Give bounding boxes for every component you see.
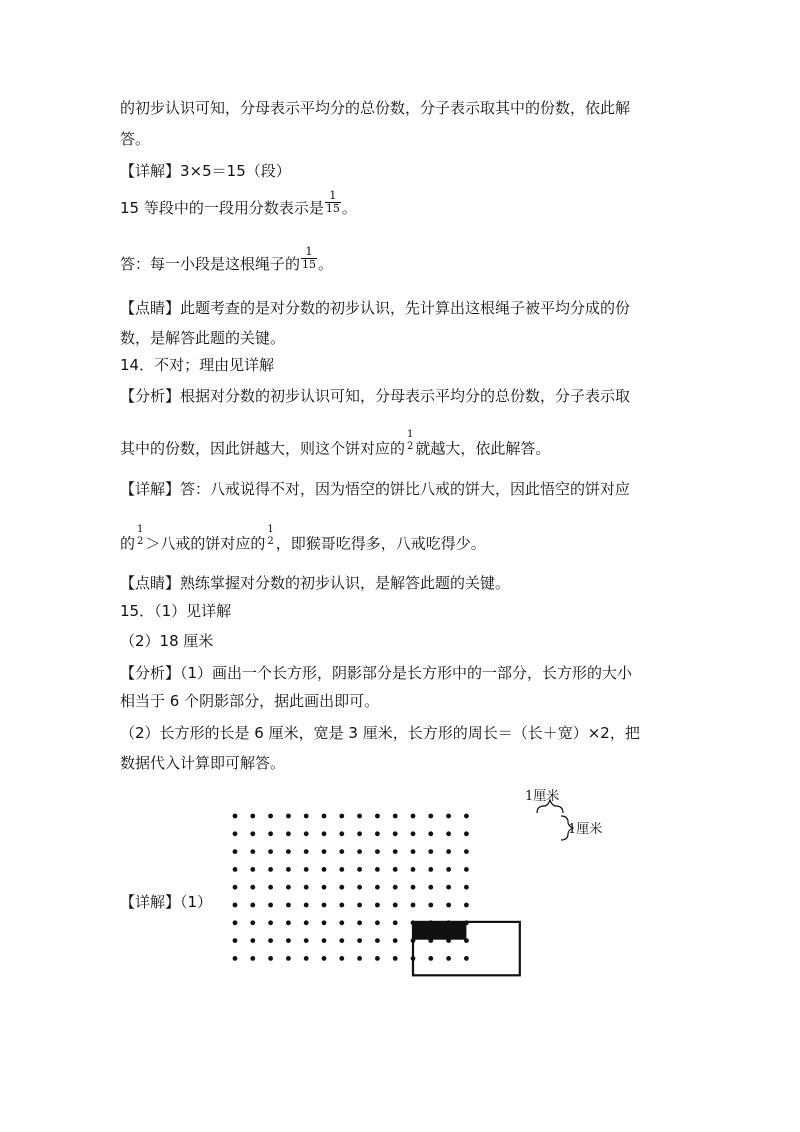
grid-dot xyxy=(357,938,362,943)
grid-dot xyxy=(250,849,255,854)
grid-dot xyxy=(393,849,398,854)
grid-dot xyxy=(339,849,344,854)
grid-dot xyxy=(286,849,291,854)
grid-dot xyxy=(428,867,433,872)
grid-dot xyxy=(339,814,344,819)
grid-dot xyxy=(411,831,416,836)
grid-dot xyxy=(339,885,344,890)
detail-line-1: 【详解】答：八戒说得不对，因为悟空的饼比八戒的饼大，因此悟空的饼对应 xyxy=(120,480,631,498)
grid-dot xyxy=(233,849,238,854)
grid-dot xyxy=(339,831,344,836)
question-14-answer: 14．不对；理由见详解 xyxy=(120,356,275,374)
grid-dot xyxy=(464,885,469,890)
grid-dot xyxy=(339,920,344,925)
fraction-denominator: 2 xyxy=(407,441,414,452)
grid-dot xyxy=(446,814,451,819)
grid-dot xyxy=(268,903,273,908)
grid-dot xyxy=(428,814,433,819)
grid-dot xyxy=(428,849,433,854)
grid-dot xyxy=(464,867,469,872)
grid-dot xyxy=(286,956,291,961)
grid-dot xyxy=(322,885,327,890)
unit-label-top: 1厘米 xyxy=(525,789,560,804)
grid-dot xyxy=(428,831,433,836)
question-15-part-1: 15．（1）见详解 xyxy=(120,602,232,620)
grid-dot xyxy=(357,920,362,925)
grid-dot xyxy=(304,956,309,961)
grid-dot xyxy=(393,903,398,908)
fraction-numerator: 1 xyxy=(407,429,414,440)
fraction-numerator: 1 xyxy=(267,524,274,535)
fraction-denominator: 2 xyxy=(137,536,144,547)
grid-dot xyxy=(357,814,362,819)
grid-dot xyxy=(375,920,380,925)
grid-dot xyxy=(322,849,327,854)
grid-dot xyxy=(250,867,255,872)
grid-dot xyxy=(393,831,398,836)
grid-dot xyxy=(375,867,380,872)
grid-dot xyxy=(304,885,309,890)
grid-dot xyxy=(233,885,238,890)
grid-dot xyxy=(393,867,398,872)
grid-dot xyxy=(322,956,327,961)
grid-dot xyxy=(233,903,238,908)
grid-dot xyxy=(411,814,416,819)
grid-dot xyxy=(375,831,380,836)
grid-dot xyxy=(357,956,362,961)
text-line-2: 答。 xyxy=(120,130,151,148)
grid-dot xyxy=(233,956,238,961)
grid-dot xyxy=(446,849,451,854)
fraction-denominator: 2 xyxy=(267,536,274,547)
grid-dot xyxy=(250,831,255,836)
tip-line-3: 【点睛】熟练掌握对分数的初步认识，是解答此题的关键。 xyxy=(120,574,511,592)
fraction-statement-end: 。 xyxy=(341,199,357,217)
tip-line-2: 数，是解答此题的关键。 xyxy=(120,329,286,347)
grid-dot xyxy=(339,956,344,961)
grid-dot xyxy=(250,903,255,908)
grid-dot xyxy=(464,831,469,836)
grid-dot xyxy=(428,885,433,890)
grid-dot xyxy=(393,920,398,925)
grid-dot xyxy=(464,814,469,819)
grid-dot xyxy=(304,920,309,925)
grid-dot xyxy=(357,831,362,836)
grid-dot xyxy=(250,814,255,819)
detail-text-c: ，即猴哥吃得多，八戒吃得少。 xyxy=(275,534,486,553)
grid-dot xyxy=(411,849,416,854)
fraction-numerator: 1 xyxy=(137,524,144,535)
grid-dot xyxy=(446,956,451,961)
grid-dot xyxy=(304,867,309,872)
grid-dot xyxy=(411,867,416,872)
grid-dot xyxy=(339,903,344,908)
grid-dot xyxy=(375,956,380,961)
grid-dot xyxy=(268,938,273,943)
grid-dot xyxy=(304,849,309,854)
question-15-part-2: （2）18 厘米 xyxy=(120,632,214,650)
grid-dot xyxy=(428,903,433,908)
shaded-part xyxy=(413,922,466,940)
text-line-1: 的初步认识可知，分母表示平均分的总份数，分子表示取其中的份数，依此解 xyxy=(120,99,631,117)
grid-dot xyxy=(268,885,273,890)
analysis-text-end: 就越大，依此解答。 xyxy=(415,439,551,458)
grid-dot xyxy=(304,831,309,836)
grid-dot xyxy=(375,885,380,890)
grid-dot xyxy=(286,938,291,943)
grid-dot xyxy=(268,814,273,819)
detail-text-b: ＞八戒的饼对应的 xyxy=(145,534,266,553)
grid-dot xyxy=(375,849,380,854)
grid-dot xyxy=(393,956,398,961)
fraction-statement-text: 15 等段中的一段用分数表示是 xyxy=(120,199,324,217)
grid-dot xyxy=(250,920,255,925)
grid-dot xyxy=(233,867,238,872)
grid-dot xyxy=(322,938,327,943)
fraction-numerator: 1 xyxy=(329,189,337,202)
grid-dot xyxy=(322,814,327,819)
grid-dot xyxy=(233,938,238,943)
grid-dot xyxy=(322,903,327,908)
analysis-line-6: 数据代入计算即可解答。 xyxy=(120,754,286,772)
analysis-text: 其中的份数，因此饼越大，则这个饼对应的 xyxy=(120,439,406,458)
grid-dot xyxy=(393,938,398,943)
grid-dot xyxy=(464,903,469,908)
grid-dot xyxy=(411,903,416,908)
grid-dot xyxy=(375,814,380,819)
grid-dot xyxy=(411,885,416,890)
answer-text: 答：每一小段是这根绳子的 xyxy=(120,255,301,273)
analysis-line-3: 【分析】（1）画出一个长方形，阴影部分是长方形中的一部分，长方形的大小 xyxy=(120,664,633,682)
detail-heading-1: 【详解】3×5＝15（段） xyxy=(120,162,291,180)
grid-dot xyxy=(286,831,291,836)
grid-dot xyxy=(233,920,238,925)
grid-dot xyxy=(268,867,273,872)
grid-dot xyxy=(322,867,327,872)
grid-dot xyxy=(375,903,380,908)
grid-dot xyxy=(357,849,362,854)
grid-dot xyxy=(286,814,291,819)
grid-dot xyxy=(233,814,238,819)
grid-dot xyxy=(286,867,291,872)
grid-dot xyxy=(464,849,469,854)
grid-dot xyxy=(375,938,380,943)
grid-dot xyxy=(268,920,273,925)
grid-dot xyxy=(446,867,451,872)
tip-line-1: 【点睛】此题考查的是对分数的初步认识，先计算出这根绳子被平均分成的份 xyxy=(120,299,631,317)
grid-dot xyxy=(268,956,273,961)
unit-label-right: 1厘米 xyxy=(568,822,603,837)
grid-dot xyxy=(393,814,398,819)
grid-dot xyxy=(268,849,273,854)
grid-dot xyxy=(322,831,327,836)
grid-dot xyxy=(322,920,327,925)
grid-dot xyxy=(428,956,433,961)
grid-dot xyxy=(250,938,255,943)
grid-dot xyxy=(357,903,362,908)
grid-dot xyxy=(250,956,255,961)
grid-dot xyxy=(304,938,309,943)
fraction-numerator: 1 xyxy=(305,245,313,258)
grid-dot xyxy=(464,956,469,961)
grid-dot xyxy=(304,903,309,908)
fraction-denominator: 15 xyxy=(325,202,340,215)
grid-dot xyxy=(286,920,291,925)
grid-dot xyxy=(393,885,398,890)
grid-dot xyxy=(357,885,362,890)
grid-dot xyxy=(339,867,344,872)
grid-dot xyxy=(446,831,451,836)
grid-dot xyxy=(286,885,291,890)
grid-dot xyxy=(304,814,309,819)
answer-end: 。 xyxy=(318,255,334,273)
grid-dot xyxy=(286,903,291,908)
grid-dot xyxy=(339,938,344,943)
grid-dot xyxy=(446,903,451,908)
analysis-line-4: 相当于 6 个阴影部分，据此画出即可。 xyxy=(120,692,380,710)
detail-heading-2: 【详解】（1） xyxy=(120,893,213,911)
detail-text-a: 的 xyxy=(120,534,136,553)
analysis-line-1: 【分析】根据对分数的初步认识可知，分母表示平均分的总份数，分子表示取 xyxy=(120,387,631,405)
grid-dot xyxy=(268,831,273,836)
grid-dot xyxy=(250,885,255,890)
fraction-denominator: 15 xyxy=(302,258,317,271)
grid-dot xyxy=(357,867,362,872)
analysis-line-5: （2）长方形的长是 6 厘米，宽是 3 厘米，长方形的周长＝（长＋宽）×2，把 xyxy=(120,724,640,742)
grid-dot xyxy=(446,885,451,890)
grid-dot xyxy=(233,831,238,836)
